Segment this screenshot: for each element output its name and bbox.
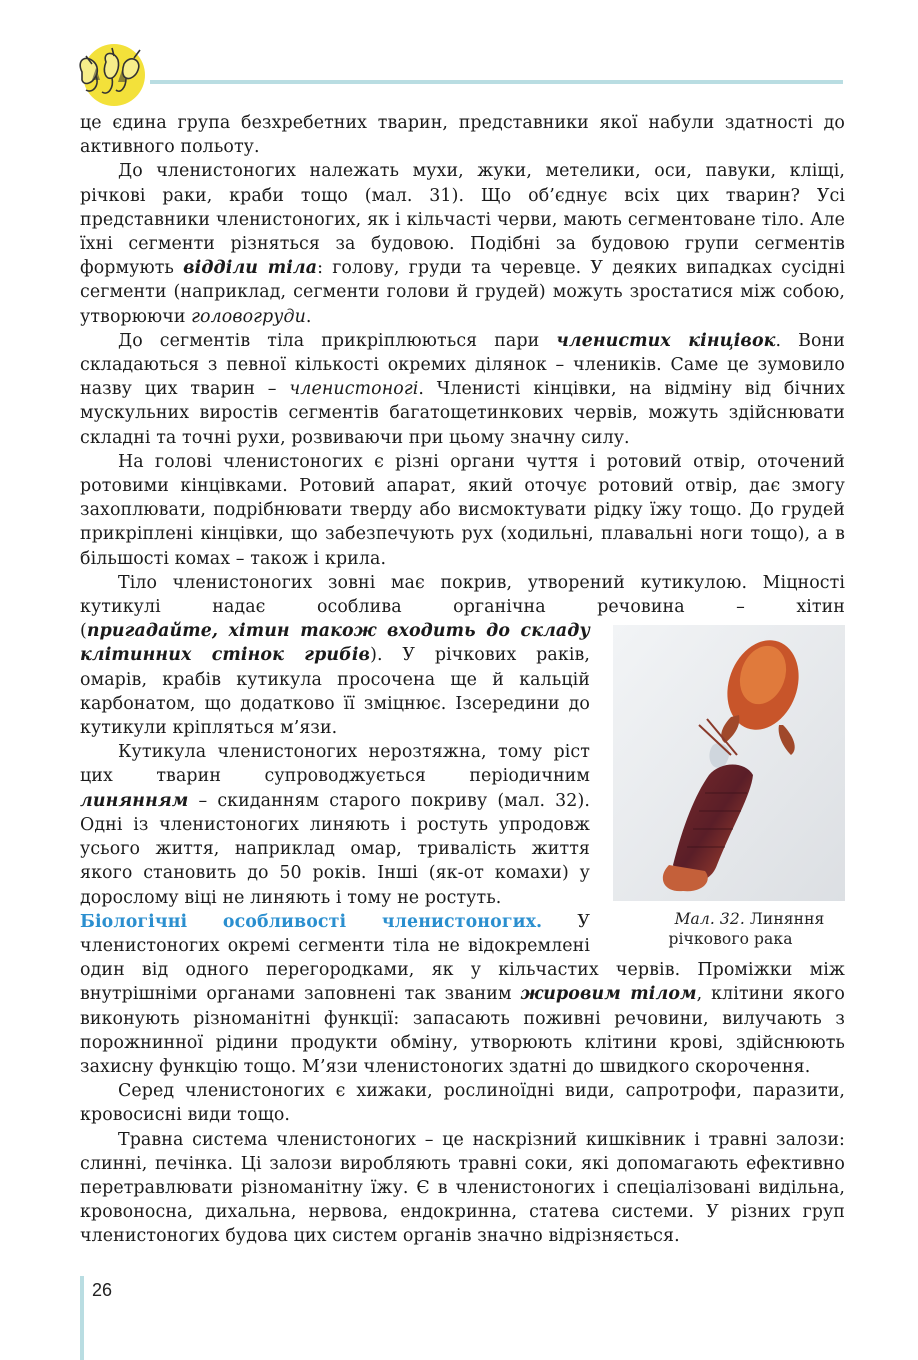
p5-text-a: Кутикула членистоногих нерозтяжна, тому ріст цих тварин супроводжується періодичним [80,742,590,787]
butterfly-icon [72,42,156,108]
caption-text: Линяння річкового рака [668,910,825,949]
crayfish-molting-photo [613,625,845,901]
hint-khityn: пригадайте, хітин також входить до складу клітинних стінок грибів [80,621,590,666]
section-heading: Біологічні особливості членистоногих. [80,911,543,932]
intro-paragraph: це єдина група безхребетних тварин, представники якої набули здатності до активного польоту. [80,113,845,158]
figure-caption [608,909,845,949]
main-text [80,111,845,1249]
p6-text-a: У членистоногих окремі сегменти тіла не відокремлені один від одного перегородками, як у кільчастих червів. Проміжки між внутрішніми органами заповнені так званим [80,911,845,1005]
paragraph-2 [80,329,845,450]
p5-text-c: – скиданням старого покриву (мал. 32). Одні із членистоногих линяють і ростуть упродовж усього життя, наприклад омар, тривалість життя якого становить до 50 років. Інші (як-от комахи) у дорослому віці не линяють і тому не ростуть. [80,790,590,908]
p2-text-e: . Членисті кінцівки, на відміну від бічних мускульних виростів сегментів багатощетинкових червів, можуть здійснювати складні та точні рухи, розвиваючи при цьому значну силу. [80,379,845,448]
caption-label: Мал. 32. [674,910,745,929]
term-chlenysti-kintsivky: членистих кінцівок [556,330,776,351]
page-side-bar [80,1276,84,1360]
p2-text-a: До сегментів тіла прикріплюються пари [118,330,557,351]
paragraph-7: Серед членистоногих є хижаки, рослиноїдні види, сапротрофи, паразити, кровосисні види тощо. [80,1081,845,1126]
term-zhyrove-tilo: жировим тілом [520,984,697,1005]
paragraph-3: На голові членистоногих є різні органи чуття і ротовий отвір, оточений ротовими кінцівками. Ротовий апарат, який оточує ротовий отвір, дає змогу захоплювати, подрібнювати тверду або висмоктувати рідку їжу тощо. До грудей прикріплені кінцівки, що забезпечують рух (ходильні, плавальні ноги тощо), а в більшості комах – також і крила. [80,451,845,569]
term-chlenystonogi: членистоногі [289,379,419,400]
p6-text-c: , клітини якого виконують різноманітні функції: запасають поживні речовини, вилучають з порожнинної рідини продукти обміну, утворюють клітини крові, здійснюють захисну функцію тощо. М’язи членистоногих здатні до швидкого скорочення. [80,984,845,1077]
p4-text-a: Тіло членистоногих зовні має покрив, утворений кутикулою. Міцності кутикулі надає особлива органічна речовина – хітин ( [80,572,845,642]
header-rule [150,80,843,84]
figure-32 [608,625,845,949]
p2-text-c: . Вони складаються з певної кількості окремих ділянок – члеників. Саме це зумовило назву цих тварин – [80,330,845,400]
paragraph-8: Травна система членистоногих – це наскрізний кишківник і травні залози: слинні, печінка. Ці залози виробляють травні соки, які допомагають ефективно перетравлювати різноманітну їжу. Є в членистоногих і спеціалізовані видільна, кровоносна, дихальна, нервова, ендокринна, статева системи. У різних груп членистоногих будова цих систем органів значно відрізняється. [80,1129,845,1247]
term-golovogrudy: головогруди [191,306,306,327]
p1-text-e: . [305,306,312,327]
p1-text-a: До членистоногих належать мухи, жуки, метелики, оси, павуки, кліщі, річкові раки, краби тощо (мал. 31). Що об’єднує всіх цих тварин? Усі представники членистоногих, як і кільчасті черви, мають сегментоване тіло. Але їхні сегменти різняться за будовою. Подібні за будовою групи сегментів формують [80,161,845,279]
page-number: 26 [92,1280,113,1300]
paragraph-1 [80,159,845,328]
term-viddily-tila: відділи тіла [183,258,318,279]
p4-text-c: ). У річкових раків, омарів, крабів кутикула просочена ще й кальцій карбонатом, що додатково її зміцнює. Ізсередини до кутикули кріпляться м’язи. [80,645,591,739]
term-lynyannya: линянням [80,790,189,811]
p1-text-c: : голову, груди та черевце. У деяких випадках сусідні сегменти (наприклад, сегменти голови й грудей) можуть зростатися між собою, утворюючи [80,258,845,327]
